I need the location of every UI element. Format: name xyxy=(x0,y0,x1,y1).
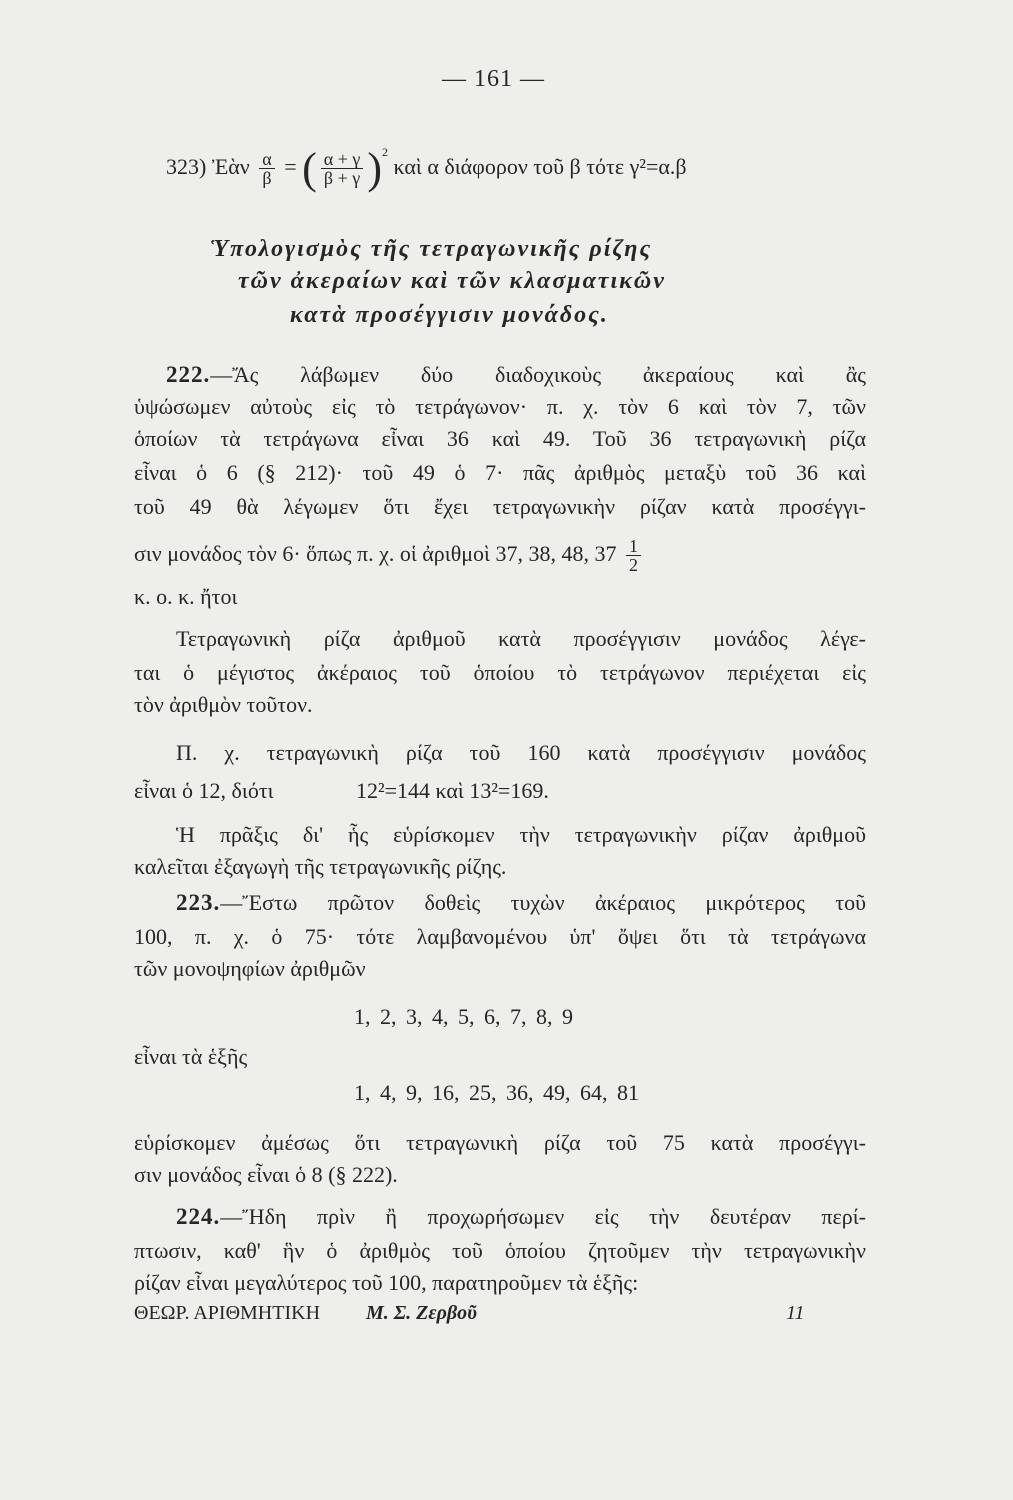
s222-line3: ὁποίων τὰ τετράγωνα εἶναι 36 καὶ 49. Τοῦ 36 τετραγωνικὴ ρίζα xyxy=(134,426,866,451)
s223-line6: σιν μονάδος εἶναι ὁ 8 (§ 222). xyxy=(134,1162,398,1187)
section-heading-line3: κατὰ προσέγγισιν μονάδος. xyxy=(290,302,609,328)
exercise-323 xyxy=(166,128,687,193)
s222-line2: ὑψώσωμεν αὐτοὺς εἰς τὸ τετράγωνον· π. χ. τὸν 6 καὶ τὸν 7, τῶν xyxy=(134,394,866,419)
s223-line2: 100, π. χ. ὁ 75· τότε λαμβανομένου ὑπ' ὄψει ὅτι τὰ τετράγωνα xyxy=(134,924,866,949)
close-paren: ) xyxy=(367,143,382,193)
definition-line2: ται ὁ μέγιστος ἀκέραιος τοῦ ὁποίου τὸ τετράγωνον περιέχεται εἰς xyxy=(134,660,866,685)
s223-line5: εὑρίσκομεν ἀμέσως ὅτι τετραγωνικὴ ρίζα τοῦ 75 κατὰ προσέγγι- xyxy=(134,1130,866,1155)
s224-line1: 224.—Ἤδη πρὶν ἢ προχωρήσωμεν εἰς τὴν δευτέραν περί- xyxy=(176,1204,866,1229)
footer-author: Μ. Σ. Ζερβοῦ xyxy=(366,1302,477,1324)
section-number-224: 224. xyxy=(176,1204,221,1229)
open-paren: ( xyxy=(302,143,317,193)
equals-sign: = xyxy=(284,154,297,179)
extraction-line1: Ἡ πρᾶξις δι' ἧς εὑρίσκομεν τὴν τετραγωνικὴν ρίζαν ἀριθμοῦ xyxy=(176,822,866,847)
s223-line1: 223.—Ἔστω πρῶτον δοθεὶς τυχὼν ἀκέραιος μικρότερος τοῦ xyxy=(176,890,866,915)
extraction-line2: καλεῖται ἐξαγωγὴ τῆς τετραγωνικῆς ρίζης. xyxy=(134,854,507,879)
s222-line1: 222.—Ἄς λάβωμεν δύο διαδοχικοὺς ἀκεραίους καὶ ἂς xyxy=(166,362,866,387)
s223-line4: εἶναι τὰ ἑξῆς xyxy=(134,1044,248,1069)
s223-line3: τῶν μονοψηφίων ἀριθμῶν xyxy=(134,956,366,981)
footer-signature: 11 xyxy=(786,1302,805,1324)
fraction-alpha-beta: $\frac{\alpha}{\beta}$ xyxy=(259,150,274,187)
s222-line6: σιν μονάδος τὸν 6· ὅπως π. χ. οἱ ἀριθμοὶ 37, 38, 48, 37 $\frac{1}{2}$ xyxy=(134,532,645,576)
s222-line4: εἶναι ὁ 6 (§ 212)· τοῦ 49 ὁ 7· πᾶς ἀριθμὸς μεταξὺ τοῦ 36 καὶ xyxy=(134,460,866,485)
fraction-sum: $\frac{\alpha + \gamma}{\beta + \gamma}$ xyxy=(321,150,364,187)
example-line2-text: εἶναι ὁ 12, διότι xyxy=(134,778,274,803)
page-number: — 161 — xyxy=(442,66,545,92)
squares-list: 1, 4, 9, 16, 25, 36, 49, 64, 81 xyxy=(354,1080,639,1105)
exponent: 2 xyxy=(381,145,388,159)
definition-line3: τὸν ἀριθμὸν τοῦτον. xyxy=(134,692,313,717)
s224-line2: πτωσιν, καθ' ἣν ὁ ἀριθμὸς τοῦ ὁποίου ζητοῦμεν τὴν τετραγωνικὴν xyxy=(134,1238,866,1263)
fraction-one-half: $\frac{1}{2}$ xyxy=(626,537,641,574)
footer-title: ΘΕΩΡ. ΑΡΙΘΜΗΤΙΚΗ xyxy=(134,1302,321,1324)
exercise-label: 323) Ἐὰν xyxy=(166,154,250,179)
s222-line7: κ. ο. κ. ἤτοι xyxy=(134,584,238,609)
section-number-222: 222. xyxy=(166,362,211,387)
definition-line1: Τετραγωνικὴ ρίζα ἀριθμοῦ κατὰ προσέγγισιν μονάδος λέγε- xyxy=(176,626,866,651)
s222-line5: τοῦ 49 θὰ λέγωμεν ὅτι ἔχει τετραγωνικὴν ρίζαν κατὰ προσέγγι- xyxy=(134,494,866,519)
section-heading-line1: Ὑπολογισμὸς τῆς τετραγωνικῆς ρίζης xyxy=(210,236,653,262)
section-heading-line2: τῶν ἀκεραίων καὶ τῶν κλασματικῶν xyxy=(238,268,666,294)
exercise-condition: καὶ α διάφορον τοῦ β τότε γ²=α.β xyxy=(393,154,687,179)
section-number-223: 223. xyxy=(176,890,221,915)
example-line2-equation: 12²=144 καὶ 13²=169. xyxy=(356,778,549,803)
s224-line3: ρίζαν εἶναι μεγαλύτερος τοῦ 100, παρατηροῦμεν τὰ ἑξῆς: xyxy=(134,1270,639,1295)
digits-list: 1, 2, 3, 4, 5, 6, 7, 8, 9 xyxy=(354,1004,573,1029)
example-line1: Π. χ. τετραγωνικὴ ρίζα τοῦ 160 κατὰ προσέγγισιν μονάδος xyxy=(176,740,866,765)
